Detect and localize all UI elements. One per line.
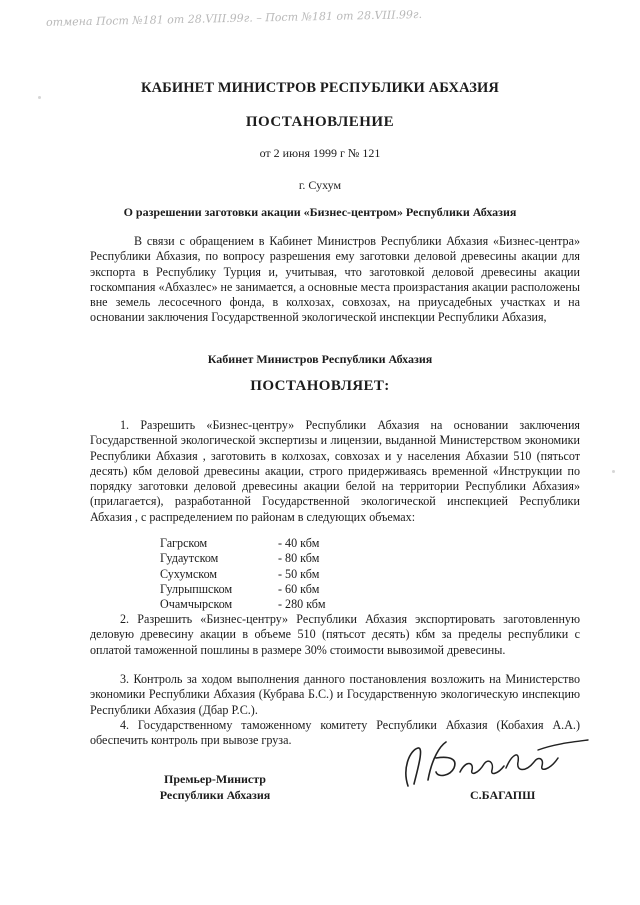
district-list	[160, 536, 358, 612]
district-amount: - 60 кбм	[278, 581, 320, 596]
cabinet-name: Кабинет Министров Республики Абхазия	[207, 352, 433, 366]
district-name: Гагрском	[160, 536, 208, 550]
district-name: Сухумском	[160, 566, 218, 581]
district-amount: - 40 кбм	[278, 536, 320, 550]
paragraph-2: 2. Разрешить «Бизнес-центру» Республики Абхазия экспортировать заготовленную деловую древесину акации в объеме 510 (пятьсот десять) кбм за пределы республики с оплатой таможенной пошлины в размере 30% стоимости вывозимой древесины.	[90, 612, 580, 657]
signer-name: С.БАГАПШ	[470, 788, 536, 802]
city: г. Сухум	[298, 178, 342, 192]
district-amount: - 280 кбм	[278, 597, 326, 612]
paragraph-4: 4. Государственному таможенному комитету Республики Абхазия (Кобахия А.А.) обеспечить контроль при вывозе груза.	[90, 718, 580, 748]
signer-title-line-1: Премьер-Министр	[164, 772, 266, 786]
signer-title	[140, 772, 290, 803]
scan-speck	[612, 470, 615, 473]
cabinet-title: КАБИНЕТ МИНИСТРОВ РЕСПУБЛИКИ АБХАЗИЯ	[140, 80, 500, 96]
handwritten-signature	[388, 728, 598, 794]
paragraph-3: 3. Контроль за ходом выполнения данного постановления возложить на Министерство экономики Республики Абхазия (Кубрава Б.С.) и Государственную экологическую инспекцию Республики Абхазия (Дбар Р.С.).	[90, 672, 580, 717]
district-amount: - 50 кбм	[278, 566, 320, 581]
paragraph-1: 1. Разрешить «Бизнес-центру» Республики Абхазия на основании заключения Государственной экологической экспертизы и лицензии, выданной Министерством экономики Республики Абхазия , заготовить в колхозах, совхозах и у населения Абхазии 510 (пятьсот десять) кбм деловой древесины акации, строго придерживаясь временной «Инструкции по порядку заготовки деловой древесины акации белой на территории Республики Абхазия» (прилагается), разработанной Государственной экологической инспекцией Республики Абхазия , с распределением по районам в следующих объемах:	[90, 418, 580, 524]
district-row	[160, 536, 358, 551]
district-row	[160, 567, 358, 582]
district-row	[160, 597, 358, 612]
scan-speck	[38, 96, 41, 99]
subject: О разрешении заготовки акации «Бизнес-центром» Республики Абхазия	[123, 205, 517, 219]
district-name: Гулрыпшском	[160, 581, 233, 596]
district-row	[160, 582, 358, 597]
district-name: Гудаутском	[160, 551, 219, 566]
handwritten-header-note: отмена Пост №181 от 28.VIII.99г. – Пост №181 от 28.VIII.99г.	[45, 7, 423, 29]
district-name: Очамчырском	[160, 597, 233, 612]
district-row	[160, 551, 358, 566]
district-amount: - 80 кбм	[278, 551, 320, 566]
document-type: ПОСТАНОВЛЕНИЕ	[245, 114, 395, 130]
resolves-heading: ПОСТАНОВЛЯЕТ:	[250, 378, 390, 394]
date-line: от 2 июня 1999 г № 121	[259, 146, 381, 160]
intro-paragraph: В связи с обращением в Кабинет Министров Республики Абхазия «Бизнес-центра» Республики Абхазия, по вопросу разрешения ему заготовки деловой древесины акации для экспорта в Республику Турция и, учитывая, что заготовкой деловой древесины акации госкомпания «Абхазлес» не занимается, а основные места произрастания акации расположены вне земель лесосечного фонда, в колхозах, совхозах, на приусадебных участках и на основании заключения Государственной экологической инспекции Республики Абхазия,	[90, 234, 580, 325]
signer-title-line-2: Республики Абхазия	[159, 787, 271, 802]
